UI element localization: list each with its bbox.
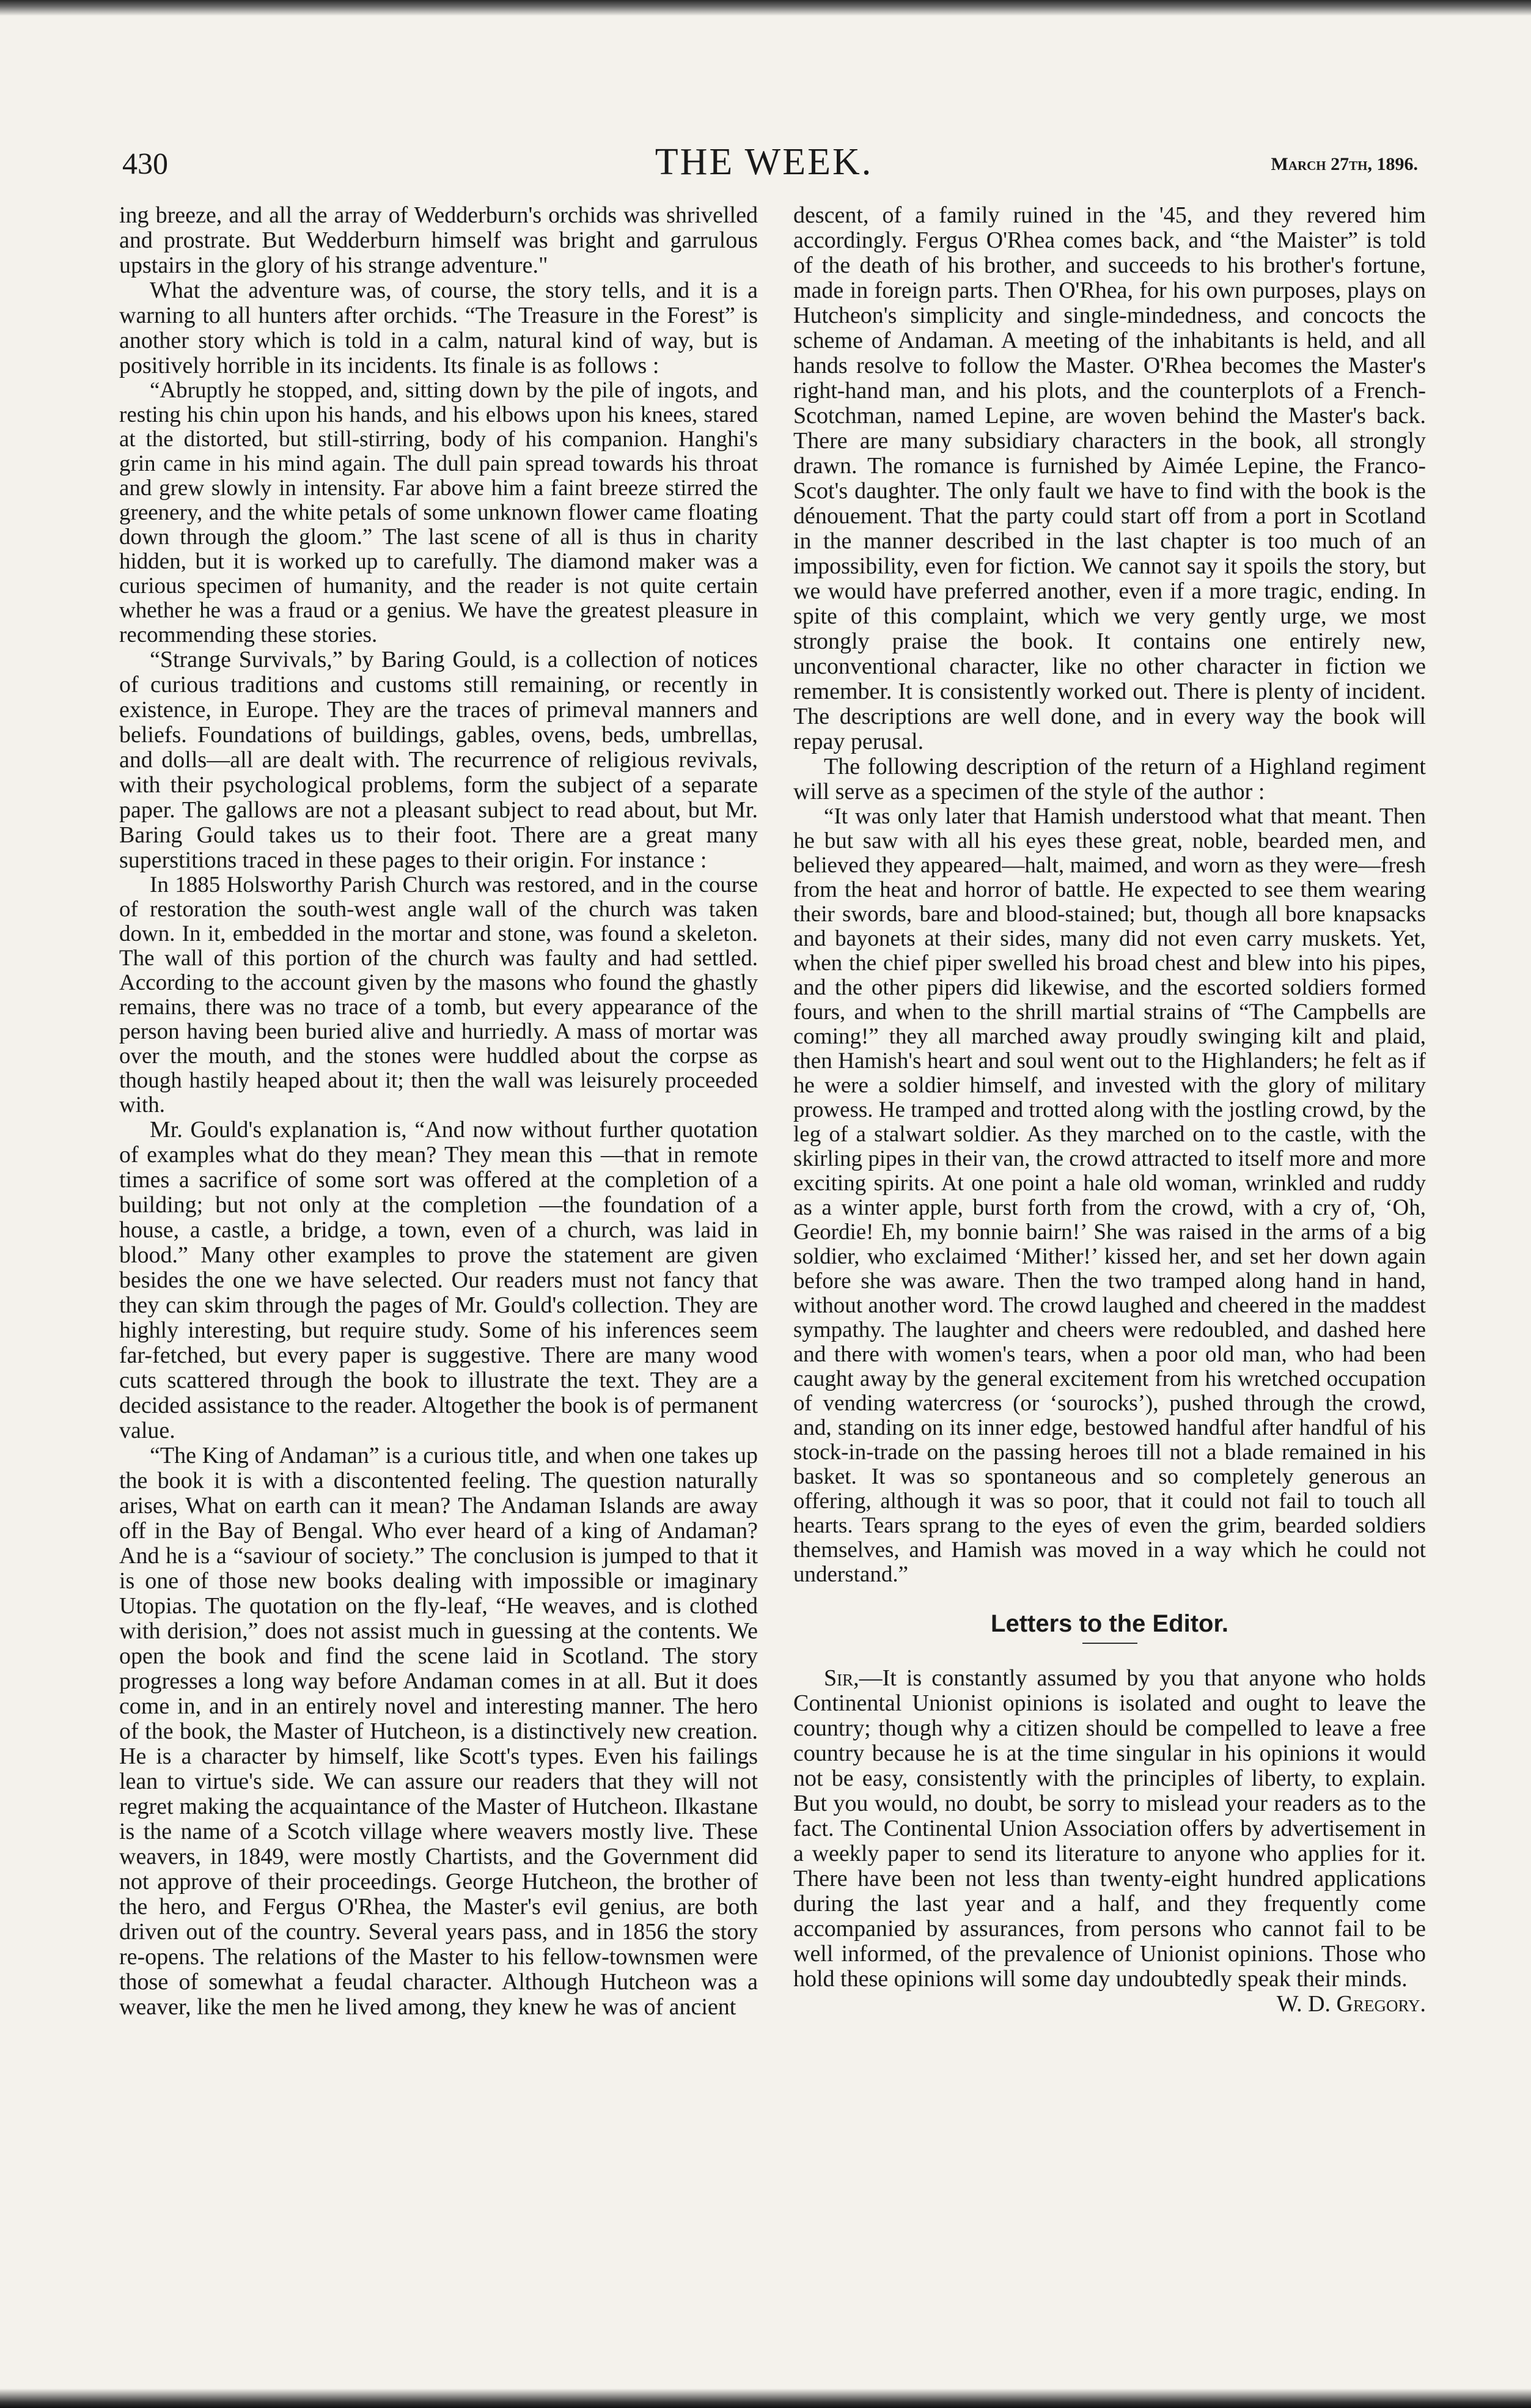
quoted-paragraph: “Abruptly he stopped, and, sitting down by the pile of ingots, and resting his chin upon his hands, and his elbows upon his knees, stared at the distorted, but still-stirring, body of his companion. Hanghi's grin came in his mind again. The dull pain spread towards his throat and grew slowly in intensity. Far above him a faint breeze stirred the greenery, and the white petals of some unknown flower came floating down through the gloom.” The last scene of all is thus in charity hidden, but it is worked up to carefully. The diamond maker was a curious specimen of humanity, and the reader is not quite certain whether he was a fraud or a genius. We have the greatest pleasure in recommending these stories. [119,378,758,647]
paragraph: descent, of a family ruined in the '45, and they revered him accordingly. Fergus O'Rhea comes back, and “the Maister” is told of the death of his brother, and succeeds to his brother's fortune, made in foreign parts. Then O'Rhea, for his own purposes, plays on Hutcheon's simplicity and single-mindedness, and concocts the scheme of Andaman. A meeting of the inhabitants is held, and all hands resolve to follow the Master. O'Rhea becomes the Master's right-hand man, and his plots, and the counterplots of a French-Scotchman, named Lepine, are woven behind the Master's back. There are many subsidiary characters in the book, all strongly drawn. The romance is furnished by Aimée Lepine, the Franco-Scot's daughter. The only fault we have to find with the book is the dénouement. That the party could start off from a port in Scotland in the manner described in the last chapter is too much of an impossibility, even for fiction. We cannot say it spoils the story, but we would have preferred another, even if a more tragic, ending. In spite of this complaint, which we very gently urge, we most strongly praise the book. It contains one entirely new, unconventional character, like no other character in fiction we remember. It is consistently worked out. There is plenty of incident. The descriptions are well done, and in every way the book will repay perusal. [793,202,1426,754]
paragraph: The following description of the return of a Highland regiment will serve as a specimen of the style of the author : [793,754,1426,805]
paragraph: “Strange Survivals,” by Baring Gould, is a collection of notices of curious traditions and customs still remaining, or recently in existence, in Europe. They are the traces of primeval manners and beliefs. Foundations of buildings, gables, ovens, beds, umbrellas, and dolls—all are dealt with. The recurrence of religious revivals, with their psychological problems, form the subject of a separate paper. The gallows are not a pleasant subject to read about, but Mr. Baring Gould takes us to their foot. There are a great many superstitions traced in these pages to their origin. For instance : [119,647,758,873]
heading-rule [1082,1643,1137,1644]
letter-body [793,1666,1426,1992]
quoted-paragraph: In 1885 Holsworthy Parish Church was restored, and in the course of restoration the south-west angle wall of the church was taken down. In it, embedded in the mortar and stone, was found a skeleton. The wall of this portion of the church was faulty and had settled. According to the account given by the masons who found the ghastly remains, there was no trace of a tomb, but every appearance of the person having been buried alive and hurriedly. A mass of mortar was over the mouth, and the stones were huddled about the corpse as though hastily heaped about it; then the wall was leisurely proceeded with. [119,872,758,1117]
page-number: 430 [122,146,168,180]
publication-title: THE WEEK. [655,141,873,183]
paragraph: What the adventure was, of course, the story tells, and it is a warning to all hunters after orchids. “The Treasure in the Forest” is another story which is told in a calm, natural kind of way, but is positively horrible in its incidents. Its finale is as follows : [119,278,758,378]
quoted-paragraph: “It was only later that Hamish understood what that meant. Then he but saw with all his eyes these great, noble, bearded men, and believed they appeared—halt, maimed, and worn as they were—fresh from the heat and horror of battle. He expected to see them wearing their swords, bare and blood-stained; but, though all bore knapsacks and bayonets at their sides, many did not even carry muskets. Yet, when the chief piper swelled his broad chest and blew into his pipes, and the other pipers did likewise, and the escorted soldiers formed fours, and when to the shrill martial strains of “The Campbells are coming!” they all marched away proudly swinging kilt and plaid, then Hamish's heart and soul went out to the Highlanders; he felt as if he were a soldier himself, and invested with the glory of military prowess. He tramped and trotted along with the jostling crowd, by the leg of a stalwart soldier. As they marched on to the castle, with the skirling pipes in their van, the crowd attracted to itself more and more exciting spirits. At one point a hale old woman, wrinkled and ruddy as a winter apple, burst forth from the crowd, with a cry of, ‘Oh, Geordie! Eh, my bonnie bairn!’ She was raised in the arms of a big soldier, who exclaimed ‘Mither!’ kissed her, and set her down again before she was aware. Then the two tramped along hand in hand, without another word. The crowd laughed and cheered in the maddest sympathy. The laughter and cheers were redoubled, and dashed here and there with women's tears, when a poor old man, who had been caught away by the general excitement from his wretched occupation of vending watercress (or ‘sourocks’), pushed through the crowd, and, standing on its inner edge, bestowed handful after handful of his stock-in-trade on the passing heroes till not a blade remained in his basket. It was so spontaneous and so completely generous an offering, although it was so poor, that it could not fail to touch all hearts. Tears sprang to the eyes of even the grim, bearded soldiers themselves, and Hamish was moved in a way which he could not understand.” [793,804,1426,1587]
page-header [110,141,1418,196]
letter-salutation: Sir, [824,1665,859,1691]
section-heading: Letters to the Editor. [991,1610,1228,1637]
letter-signature: W. D. Gregory. [1276,1991,1426,2017]
paragraph: Mr. Gould's explanation is, “And now without further quotation of examples what do they mean? They mean this —that in remote times a sacrifice of some sort was offered at the completion of a building; but not only at the completion —the foundation of a house, a castle, a bridge, a town, even of a church, was laid in blood.” Many other examples to prove the statement are given besides the one we have selected. Our readers must not fancy that they can skim through the pages of Mr. Gould's collection. They are highly interesting, but require study. Some of his inferences seem far-fetched, but every paper is suggestive. There are many wood cuts scattered through the book to illustrate the text. They are a decided assistance to the reader. Altogether the book is of permanent value. [119,1117,758,1443]
right-column [793,203,1426,2017]
scan-top-edge [0,0,1531,16]
paragraph: ing breeze, and all the array of Wedderburn's orchids was shrivelled and prostrate. But Wedderburn himself was bright and garrulous upstairs in the glory of his strange adventure." [119,202,758,278]
paragraph: “The King of Andaman” is a curious title, and when one takes up the book it is with a discontented feeling. The question naturally arises, What on earth can it mean? The Andaman Islands are away off in the Bay of Bengal. Who ever heard of a king of Andaman? And he is a “saviour of society.” The conclusion is jumped to that it is one of those new books dealing with impossible or imaginary Utopias. The quotation on the fly-leaf, “He weaves, and is clothed with derision,” does not assist much in guessing at the contents. We open the book and find the scene laid in Scotland. The story progresses a long way before Andaman comes in at all. But it does come in, and in an entirely novel and interesting manner. The hero of the book, the Master of Hutcheon, is a distinctively new creation. He is a character by himself, like Scott's types. Even his failings lean to virtue's side. We can assure our readers that they will not regret making the acquaintance of the Master of Hutcheon. Ilkastane is the name of a Scotch village where weavers mostly live. These weavers, in 1849, were mostly Chartists, and the Government did not approve of their proceedings. George Hutcheon, the brother of the hero, and Fergus O'Rhea, the Master's evil genius, are both driven out of the country. Several years pass, and in 1856 the story re-opens. The relations of the Master to his fellow-townsmen were those of somewhat a feudal character. Although Hutcheon was a weaver, like the men he lived among, they knew he was of ancient [119,1443,758,2020]
left-column [119,203,758,2020]
issue-date: March 27th, 1896. [1271,154,1418,174]
letter-text: —It is constantly assumed by you that anyone who holds Continental Unionist opinions is isolated and ought to leave the country; though why a citizen should be compelled to leave a free country because he is at the time singular in his opinions it would not be easy, consistently with the principles of liberty, to explain. But you would, no doubt, be sorry to mislead your readers as to the fact. The Continental Union Association offers by advertisement in a weekly paper to send its literature to anyone who applies for it. There have been not less than twenty-eight hundred applications during the last year and a half, and they frequently come accompanied by assurances, from persons who cannot fail to be well informed, of the prevalence of Unionist opinions. Those who hold these opinions will some day undoubtedly speak their minds. [793,1665,1426,1992]
scan-bottom-edge [0,2388,1531,2408]
